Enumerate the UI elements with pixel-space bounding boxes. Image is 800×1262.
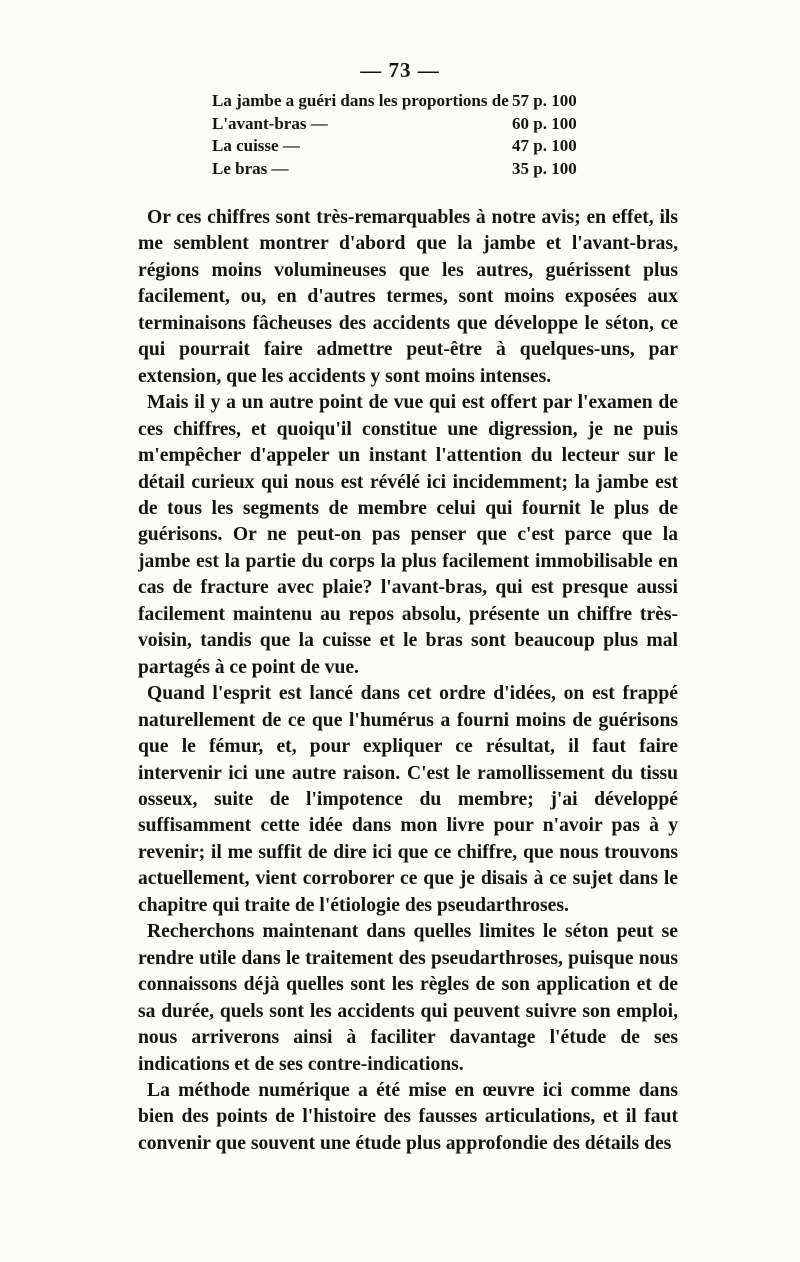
table-row-label: Le bras — <box>212 158 289 178</box>
table-row-label: L'avant-bras — <box>212 113 328 133</box>
paragraph: Quand l'esprit est lancé dans cet ordre d'idées, on est frappé naturellement de ce que l'humérus a fourni moins de guérisons que le fémur, et, pour expliquer ce résultat, il faut faire intervenir ici une autre raison. C'est le ramollissement du tissu osseux, suite de l'impotence du membre; j'ai développé suffisamment cette idée dans mon livre pour n'avoir pas à y revenir; il me suffit de dire ici que ce chiffre, que nous trouvons actuellement, vient corroborer ce que je disais à ce sujet dans le chapitre qui traite de l'étiologie des pseudarthroses. <box>138 683 678 916</box>
table-row-value: 47 p. 100 <box>512 136 577 155</box>
paragraph: Recherchons maintenant dans quelles limites le séton peut se rendre utile dans le traitement des pseudarthroses, puisque nous connaissons déjà quelles sont les règles de son application et de sa durée, quels sont les accidents qui peuvent suivre son emploi, nous arriverons ainsi à faciliter davantage l'étude de ses indications et de ses contre-indications. <box>138 921 678 1075</box>
page-number: — 73 — <box>360 58 440 82</box>
table-row-label: La jambe a guéri dans les proportions de <box>212 91 509 110</box>
paragraph: Mais il y a un autre point de vue qui est offert par l'examen de ces chiffres, et quoiqu'il constitue une digression, je ne puis m'empêcher d'appeler un instant l'attention du lecteur sur le détail curieux qui nous est révélé ici incidemment; la jambe est de tous les segments de membre celui qui fournit le plus de guérisons. Or ne peut-on pas penser que c'est parce que la jambe est la partie du corps la plus facilement immobilisable en cas de fracture avec plaie? l'avant-bras, qui est presque aussi facilement maintenu au repos absolu, présente un chiffre très-voisin, tandis que la cuisse et le bras sont beaucoup plus mal partagés à ce point de vue. <box>138 392 678 678</box>
table-row <box>212 158 602 181</box>
table-row <box>212 135 602 158</box>
table-row <box>212 90 602 113</box>
table-row-value: 57 p. 100 <box>512 91 577 110</box>
table-row-value: 35 p. 100 <box>512 158 577 178</box>
table-row-label: La cuisse — <box>212 136 300 155</box>
table-row-value: 60 p. 100 <box>512 113 577 133</box>
healing-rates-table <box>212 90 602 180</box>
table-row <box>212 113 602 136</box>
paragraph: La méthode numérique a été mise en œuvre ici comme dans bien des points de l'histoire des fausses articulations, et il faut convenir que souvent une étude plus approfondie des détails des <box>138 1079 678 1154</box>
paragraph: Or ces chiffres sont très-remarquables à notre avis; en effet, ils me semblent montrer d'abord que la jambe et l'avant-bras, régions moins volumineuses que les autres, guérissent plus facilement, ou, en d'autres termes, sont moins exposées aux terminaisons fâcheuses des accidents que développe le séton, ce qui pourrait faire admettre peut-être à quelques-uns, par extension, que les accidents y sont moins intenses. <box>138 207 678 387</box>
body-text <box>138 205 678 1157</box>
